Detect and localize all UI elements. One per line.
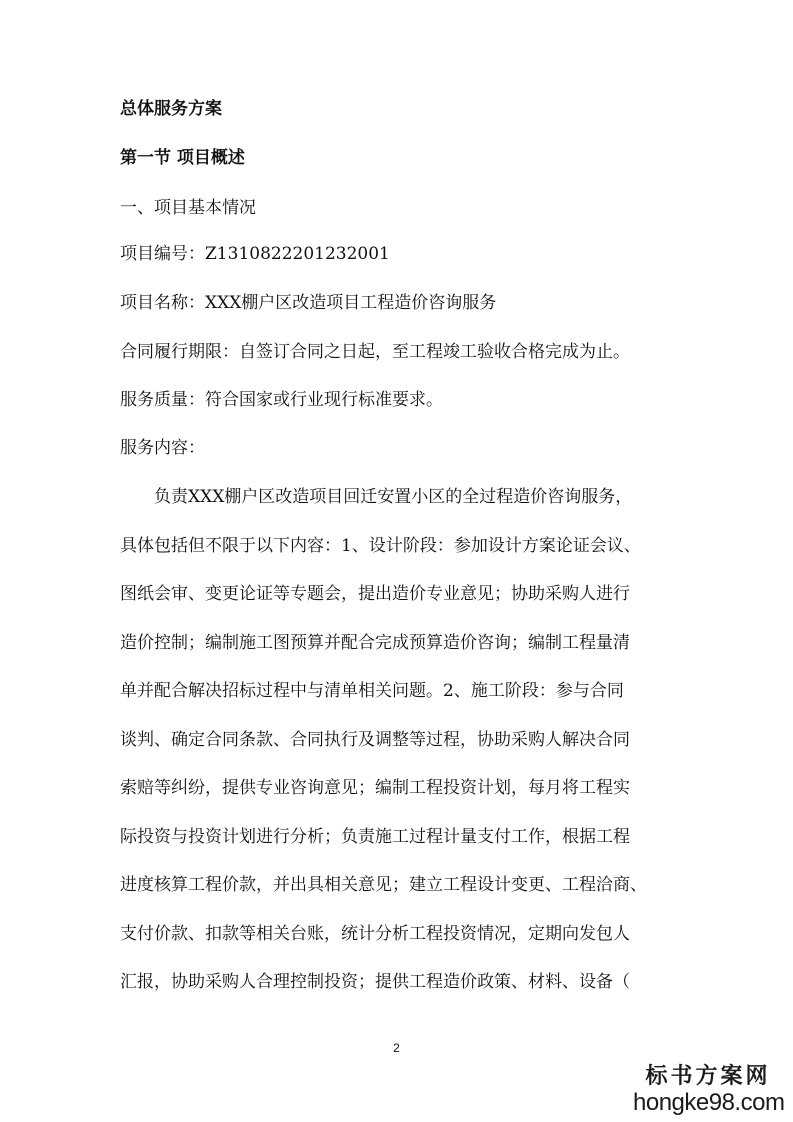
- body-line: 单并配合解决招标过程中与清单相关问题。2、施工阶段：参与合同: [120, 681, 624, 701]
- subsection-title: 一、项目基本情况: [120, 198, 256, 218]
- service-quality: 服务质量：符合国家或行业现行标准要求。: [120, 390, 443, 410]
- body-line: 具体包括但不限于以下内容：1、设计阶段：参加设计方案论证会议、: [120, 536, 641, 556]
- body-line: 汇报，协助采购人合理控制投资；提供工程造价政策、材料、设备（: [120, 972, 630, 992]
- service-content-label: 服务内容：: [120, 438, 205, 458]
- body-line: 进度核算工程价款，并出具相关意见；建立工程设计变更、工程洽商、: [120, 875, 647, 895]
- body-line: 际投资与投资计划进行分析；负责施工过程计量支付工作，根据工程: [120, 827, 630, 847]
- body-line: 支付价款、扣款等相关台账，统计分析工程投资情况，定期向发包人: [120, 924, 630, 944]
- project-number: 项目编号：Z1310822201232001: [120, 244, 390, 264]
- watermark-title: 标书方案网: [645, 1063, 771, 1089]
- watermark-url: hongke98.com: [633, 1089, 785, 1116]
- section-title: 第一节 项目概述: [120, 148, 245, 168]
- body-line: 索赔等纠纷，提供专业咨询意见；编制工程投资计划，每月将工程实: [120, 778, 630, 798]
- document-heading: 总体服务方案: [120, 99, 222, 119]
- body-line: 负责XXX棚户区改造项目回迁安置小区的全过程造价咨询服务，: [154, 487, 633, 507]
- project-name: 项目名称：XXX棚户区改造项目工程造价咨询服务: [120, 293, 497, 313]
- body-line: 谈判、确定合同条款、合同执行及调整等过程，协助采购人解决合同: [120, 730, 630, 750]
- body-line: 造价控制；编制施工图预算并配合完成预算造价咨询；编制工程量清: [120, 633, 630, 653]
- page-number: 2: [393, 1041, 400, 1055]
- body-line: 图纸会审、变更论证等专题会，提出造价专业意见；协助采购人进行: [120, 584, 630, 604]
- site-watermark: [633, 1062, 783, 1116]
- contract-period: 合同履行期限：自签订合同之日起，至工程竣工验收合格完成为止。: [120, 342, 630, 362]
